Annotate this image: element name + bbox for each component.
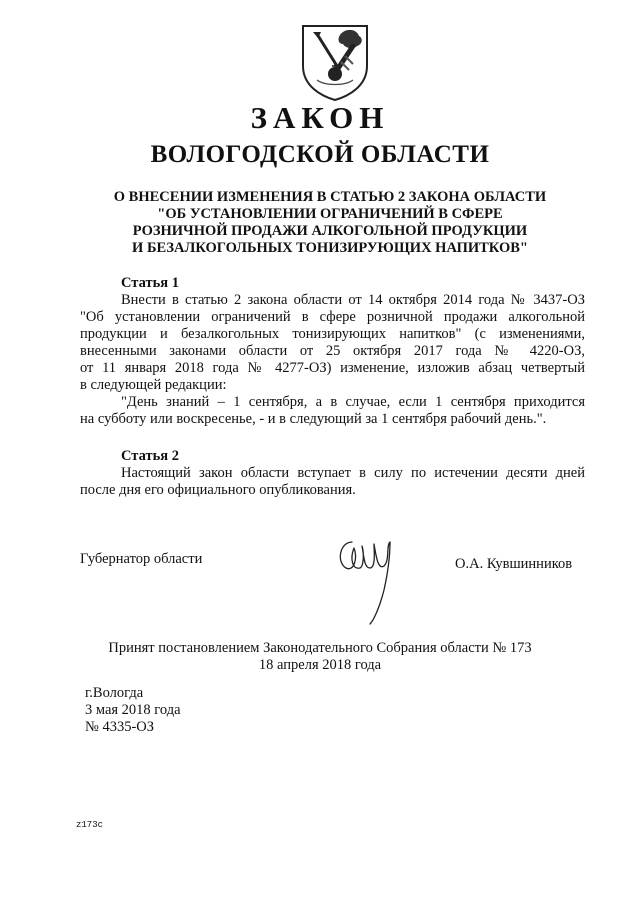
paragraph-line: от 11 января 2018 года № 4277-ОЗ) изменение, изложив абзац четвертый: [80, 360, 585, 376]
paragraph-line: "Об установлении ограничений в сфере розничной продажи алкогольной: [80, 309, 585, 325]
governor-name: О.А. Кувшинников: [455, 556, 573, 572]
subject-line: РОЗНИЧНОЙ ПРОДАЖИ АЛКОГОЛЬНОЙ ПРОДУКЦИИ: [132, 223, 528, 239]
law-number: № 4335-ОЗ: [85, 719, 155, 735]
article-2-body: [80, 465, 585, 499]
signing-date: 3 мая 2018 года: [85, 702, 181, 718]
governor-title: Губернатор области: [80, 551, 203, 567]
paragraph-line: Настоящий закон области вступает в силу по истечении десяти дней: [121, 465, 585, 481]
article-1-body: [80, 292, 585, 428]
paragraph-line: внесенными законами области от 25 октября 2017 года № 4220-ОЗ,: [80, 343, 585, 359]
quote-line: на субботу или воскресенье, - и в следующий за 1 сентября рабочий день.".: [80, 411, 547, 427]
footer-code: z173c: [76, 820, 104, 830]
region-title: ВОЛОГОДСКОЙ ОБЛАСТИ: [150, 141, 490, 168]
quote-line: "День знаний – 1 сентября, а в случае, если 1 сентября приходится: [121, 394, 585, 410]
subject-line: "ОБ УСТАНОВЛЕНИИ ОГРАНИЧЕНИЙ В СФЕРЕ: [157, 206, 503, 222]
adoption-line: Принят постановлением Законодательного Собрания области № 173: [108, 640, 532, 656]
paragraph-line: после дня его официального опубликования.: [80, 482, 356, 498]
paragraph-line: продукции и безалкогольных тонизирующих напитков" (с изменениями,: [80, 326, 585, 342]
place-date-block: [85, 685, 181, 736]
adoption-date: 18 апреля 2018 года: [258, 657, 382, 673]
city: г.Вологда: [85, 685, 144, 701]
paragraph-line: в следующей редакции:: [80, 377, 227, 393]
coat-of-arms-icon: [297, 22, 373, 102]
adoption-note: [0, 640, 640, 674]
law-subject: [80, 189, 580, 257]
subject-line: О ВНЕСЕНИИ ИЗМЕНЕНИЯ В СТАТЬЮ 2 ЗАКОНА ОБЛАСТИ: [113, 189, 547, 205]
subject-line: И БЕЗАЛКОГОЛЬНЫХ ТОНИЗИРУЮЩИХ НАПИТКОВ": [132, 240, 528, 256]
article-2-heading: Статья 2: [121, 448, 179, 464]
law-title: ЗАКОН: [250, 100, 390, 135]
article-1-heading: Статья 1: [121, 275, 179, 291]
handwritten-signature: [330, 528, 410, 628]
paragraph-line: Внести в статью 2 закона области от 14 октября 2014 года № 3437-ОЗ: [121, 292, 585, 308]
